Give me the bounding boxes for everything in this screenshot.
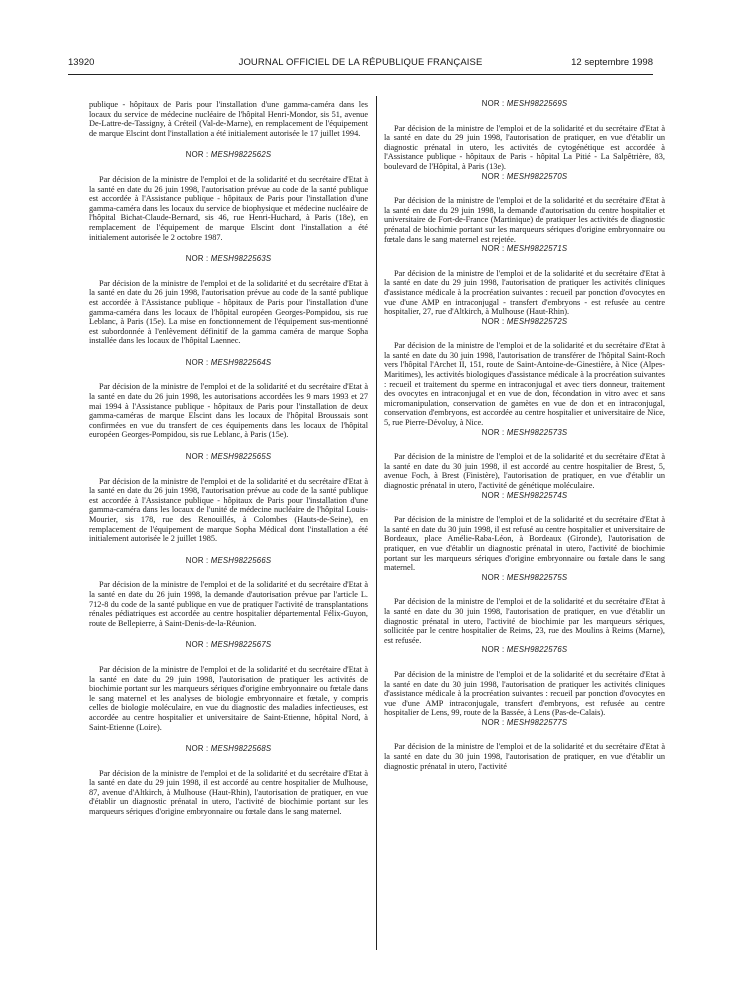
decision-text: Par décision de la ministre de l'emploi et de la solidarité et du secrétaire d'Etat à la santé en date du 26 juin 1998, l'autorisation prévue au code de la santé publique est accordée à l'Assistance publique - hôpitaux de Paris pour l'installation d'une gamma-caméra dans les locaux de l'unité de médecine nucléaire de l'hôpital Louis-Mourier, sis 178, rue des Renouillés, à Colombes (Hauts-de-Seine), en remplacement de l'équipement de marque Sopha Médical dont l'installation a été initialement autorisée le 2 juillet 1985. — [89, 476, 368, 544]
nor-reference — [89, 452, 368, 462]
nor-label: NOR : — [481, 645, 505, 655]
nor-code: MESH9822566S — [210, 555, 272, 565]
nor-label: NOR : — [185, 150, 209, 160]
nor-reference — [89, 254, 368, 264]
decision-entry — [89, 744, 368, 817]
nor-label: NOR : — [481, 99, 505, 108]
decision-text: Par décision de la ministre de l'emploi et de la solidarité et du secrétaire d'Etat à la santé en date du 26 juin 1998, la demande d'autorisation prévue par l'article L. 712-8 du code de la santé publique en vue de pratiquer l'activité de transplantations rénales pédiatriques est accordée au centre hospitalier départemental Félix-Guyon, route de Bellepierre, à Saint-Denis-de-la-Réunion. — [89, 580, 368, 628]
nor-reference — [384, 573, 665, 583]
decision-text: Par décision de la ministre de l'emploi et de la solidarité et du secrétaire d'Etat à la santé en date du 29 juin 1998, l'autorisation de pratiquer, en vue d'établir un diagnostic prénatal in utero, les activités de cytogénétique est accordée à l'Assistance publique - hôpitaux de Paris - hôpital La Pitié - La Salpêtrière, 83, boulevard de l'Hôpital, à Paris (13e). — [384, 123, 665, 171]
decision-entry — [384, 645, 665, 718]
decision-entry — [384, 428, 665, 491]
decision-text: Par décision de la ministre de l'emploi et de la solidarité et du secrétaire d'Etat à la santé en date du 29 juin 1998, l'autorisation de pratiquer les activités cliniques d'assistance médicale à la procréation suivantes : recueil par ponction d'ovocytes en vue d'une AMP en intraconjugal - transfert d'embryons - est refusée au centre hospitalier, 27, rue d'Altkirch, à Mulhouse (Haut-Rhin). — [384, 268, 665, 317]
header-rule — [68, 74, 653, 75]
nor-code: MESH9822564S — [210, 357, 272, 367]
nor-code: MESH9822577S — [506, 717, 568, 727]
decision-text: Par décision de la ministre de l'emploi et de la solidarité et du secrétaire d'Etat à la santé en date du 30 juin 1998, l'autorisation de transférer de l'hôpital Saint-Roch vers l'hôpital l'Archet II, 151, route de Saint-Antoine-de-Ginestière, à Nice (Alpes-Maritimes), les activités biologiques d'assistance médicale à la procréation suivantes : recueil et traitement du sperme en intraconjugal et avec tiers donneur, traitement des ovocytes en intraconjugal et en vue de don, fécondation in vitro avec et sans micromanipulation, conservation de gamètes en vue de don et en intraconjugal, conservation d'embryons, est accordée au centre hospitalier et universitaire de Nice, 5, rue Pierre-Dévoluy, à Nice. — [384, 341, 665, 428]
decision-text: Par décision de la ministre de l'emploi et de la solidarité et du secrétaire d'Etat à la santé en date du 26 juin 1998, l'autorisation prévue au code de la santé publique est accordée à l'Assistance publique - hôpitaux de Paris pour l'installation d'une gamma-caméra dans les locaux de l'hôpital européen Georges-Pompidou, sis rue Leblanc, à Paris (15e). La mise en fonctionnement de l'équipement sus-mentionné est subordonnée à l'enlèvement définitif de la gamma caméra de marque Sopha installée dans les locaux de l'hôpital Laennec. — [89, 278, 368, 346]
left-column — [89, 100, 368, 817]
decision-text: Par décision de la ministre de l'emploi et de la solidarité et du secrétaire d'Etat à la santé en date du 30 juin 1998, il est refusé au centre hospitalier et universitaire de Bordeaux, place Amélie-Raba-Léon, à Bordeaux (Gironde), l'autorisation de pratiquer, en vue d'établir un diagnostic prénatal in utero, l'activité de biochimie portant sur les marqueurs sériques d'origine embryonnaire ou fœtale dans le sang maternel. — [384, 515, 665, 573]
nor-label: NOR : — [185, 452, 209, 462]
nor-label: NOR : — [481, 717, 505, 727]
decision-text: Par décision de la ministre de l'emploi et de la solidarité et du secrétaire d'Etat à la santé en date du 30 juin 1998, il est accordé au centre hospitalier de Brest, 5, avenue Foch, à Brest (Finistère), l'autorisation de pratiquer, en vue d'établir un diagnostic prénatal in utero, l'activité de génétique moléculaire. — [384, 452, 665, 490]
left-entries — [89, 150, 368, 816]
decision-entry — [384, 573, 665, 646]
decision-text: Par décision de la ministre de l'emploi et de la solidarité et du secrétaire d'Etat à la santé en date du 26 juin 1998, les autorisations accordées les 9 mars 1993 et 27 mai 1994 à l'Assistance publique - hôpitaux de Paris pour l'installation de deux gamma-caméras de marque Elscint dans les locaux de l'hôpital Broussais sont confirmées en vue du transfert de ces équipements dans les locaux de l'hôpital européen Georges-Pompidou, sis rue Leblanc, à Paris (15e). — [89, 382, 368, 440]
decision-text: Par décision de la ministre de l'emploi et de la solidarité et du secrétaire d'Etat à la santé en date du 30 juin 1998, l'autorisation de pratiquer les activités cliniques d'assistance médicale à la procréation suivantes : recueil par ponction d'ovocytes en vue d'une AMP intraconjugale, transfert d'embryons, est refusée au centre hospitalier de Lens, 99, route de la Bassée, à Lens (Pas-de-Calais). — [384, 669, 665, 718]
nor-code: MESH9822572S — [506, 316, 568, 326]
nor-label: NOR : — [481, 427, 505, 437]
nor-reference — [89, 358, 368, 368]
nor-code: MESH9822575S — [506, 572, 568, 582]
nor-reference — [89, 744, 368, 754]
nor-reference — [384, 718, 665, 728]
decision-entry — [89, 150, 368, 242]
nor-code: MESH9822569S — [506, 99, 568, 108]
nor-code: MESH9822571S — [506, 244, 568, 254]
page-number: 13920 — [68, 57, 95, 68]
nor-reference — [384, 491, 665, 501]
decision-entry — [384, 172, 665, 245]
nor-label: NOR : — [481, 171, 505, 181]
decision-text: Par décision de la ministre de l'emploi et de la solidarité et du secrétaire d'Etat à la santé en date du 26 juin 1998, l'autorisation prévue au code de la santé publique est accordée à l'Assistance publique - hôpitaux de Paris pour l'installation d'une gamma-caméra dans les locaux du service de biophysique et médecine nucléaire de l'hôpital Bichat-Claude-Bernard, sis 46, rue Henri-Huchard, à Paris (18e), en remplacement de l'équipement de marque Elscint dont l'installation a été initialement autorisée le 2 octobre 1987. — [89, 174, 368, 242]
nor-code: MESH9822576S — [506, 645, 568, 655]
nor-reference — [89, 150, 368, 160]
nor-label: NOR : — [481, 244, 505, 254]
nor-reference — [384, 99, 665, 109]
nor-label: NOR : — [185, 744, 209, 754]
decision-entry — [89, 254, 368, 346]
decision-entry — [384, 718, 665, 771]
nor-reference — [384, 172, 665, 182]
nor-code: MESH9822563S — [210, 254, 272, 264]
right-column — [384, 99, 665, 771]
nor-label: NOR : — [185, 640, 209, 650]
nor-reference — [384, 244, 665, 254]
nor-label: NOR : — [185, 555, 209, 565]
right-entries — [384, 99, 665, 771]
nor-code: MESH9822570S — [506, 171, 568, 181]
decision-text: Par décision de la ministre de l'emploi et de la solidarité et du secrétaire d'Etat à la santé en date du 29 juin 1998, il est accordé au centre hospitalier de Mulhouse, 87, avenue d'Altkirch, à Mulhouse (Haut-Rhin), l'autorisation de pratiquer, en vue d'établir un diagnostic prénatal in utero, l'activité de biochimie portant sur les marqueurs sériques d'origine embryonnaire ou fœtale dans le sang maternel. — [89, 768, 368, 817]
journal-title: JOURNAL OFFICIEL DE LA RÉPUBLIQUE FRANÇAISE — [238, 57, 483, 68]
nor-reference — [384, 317, 665, 327]
nor-label: NOR : — [481, 316, 505, 326]
column-divider — [376, 96, 377, 950]
nor-code: MESH9822562S — [210, 150, 272, 160]
nor-code: MESH9822565S — [210, 452, 272, 462]
nor-code: MESH9822567S — [210, 640, 272, 650]
nor-reference — [89, 556, 368, 566]
nor-code: MESH9822568S — [210, 744, 272, 754]
decision-text: Par décision de la ministre de l'emploi et de la solidarité et du secrétaire d'Etat à la santé en date du 29 juin 1998, la demande d'autorisation du centre hospitalier et universitaire de Fort-de-France (Martinique) de pratiquer les activités de diagnostic prénatal de biochimie portant sur les marqueurs sériques d'origine embryonnaire ou fœtale dans le sang maternel est rejetée. — [384, 196, 665, 244]
decision-text: Par décision de la ministre de l'emploi et de la solidarité et du secrétaire d'Etat à la santé en date du 30 juin 1998, l'autorisation de pratiquer, en vue d'établir un diagnostic prénatal in utero, l'activité — [384, 742, 665, 771]
decision-entry — [89, 640, 368, 732]
nor-code: MESH9822573S — [506, 427, 568, 437]
decision-entry — [89, 556, 368, 629]
issue-date: 12 septembre 1998 — [571, 57, 653, 68]
decision-entry — [384, 317, 665, 428]
nor-code: MESH9822574S — [506, 490, 568, 500]
nor-label: NOR : — [481, 572, 505, 582]
decision-text: Par décision de la ministre de l'emploi et de la solidarité et du secrétaire d'Etat à la santé en date du 30 juin 1998, l'autorisation de pratiquer, en vue d'établir un diagnostic prénatal in utero, l'activité de biochimie par les marqueurs sériques, sollicitée par le centre hospitalier de Reims, 23, rue des Moulins à Reims (Marne), est refusée. — [384, 597, 665, 645]
nor-label: NOR : — [185, 254, 209, 264]
nor-label: NOR : — [481, 490, 505, 500]
decision-entry — [384, 99, 665, 172]
nor-reference — [384, 645, 665, 655]
page-header — [68, 57, 653, 71]
nor-label: NOR : — [185, 357, 209, 367]
decision-entry — [384, 244, 665, 317]
continued-paragraph: publique - hôpitaux de Paris pour l'installation d'une gamma-caméra dans les locaux du service de médecine nucléaire de l'hôpital Henri-Mondor, sis 51, avenue De-Lattre-de-Tassigny, à Créteil (Val-de-Marne), en remplacement de l'équipement de marque Elscint dont l'installation a été initialement autorisée le 17 juillet 1994. — [89, 100, 368, 138]
decision-text: Par décision de la ministre de l'emploi et de la solidarité et du secrétaire d'Etat à la santé en date du 29 juin 1998, l'autorisation de pratiquer les activités de biochimie portant sur les marqueurs sériques d'origine embryonnaire ou fœtale dans le sang maternel et les analyses de biologie embryonnaire et fœtale, y compris celles de biologie moléculaire, en vue du diagnostic des maladies infectieuses, est accordée au centre hospitalier et universitaire de Saint-Etienne, hôpital Nord, à Saint-Etienne (Loire). — [89, 664, 368, 732]
decision-entry — [384, 491, 665, 573]
decision-entry — [89, 452, 368, 544]
decision-entry — [89, 358, 368, 440]
nor-reference — [384, 428, 665, 438]
nor-reference — [89, 640, 368, 650]
